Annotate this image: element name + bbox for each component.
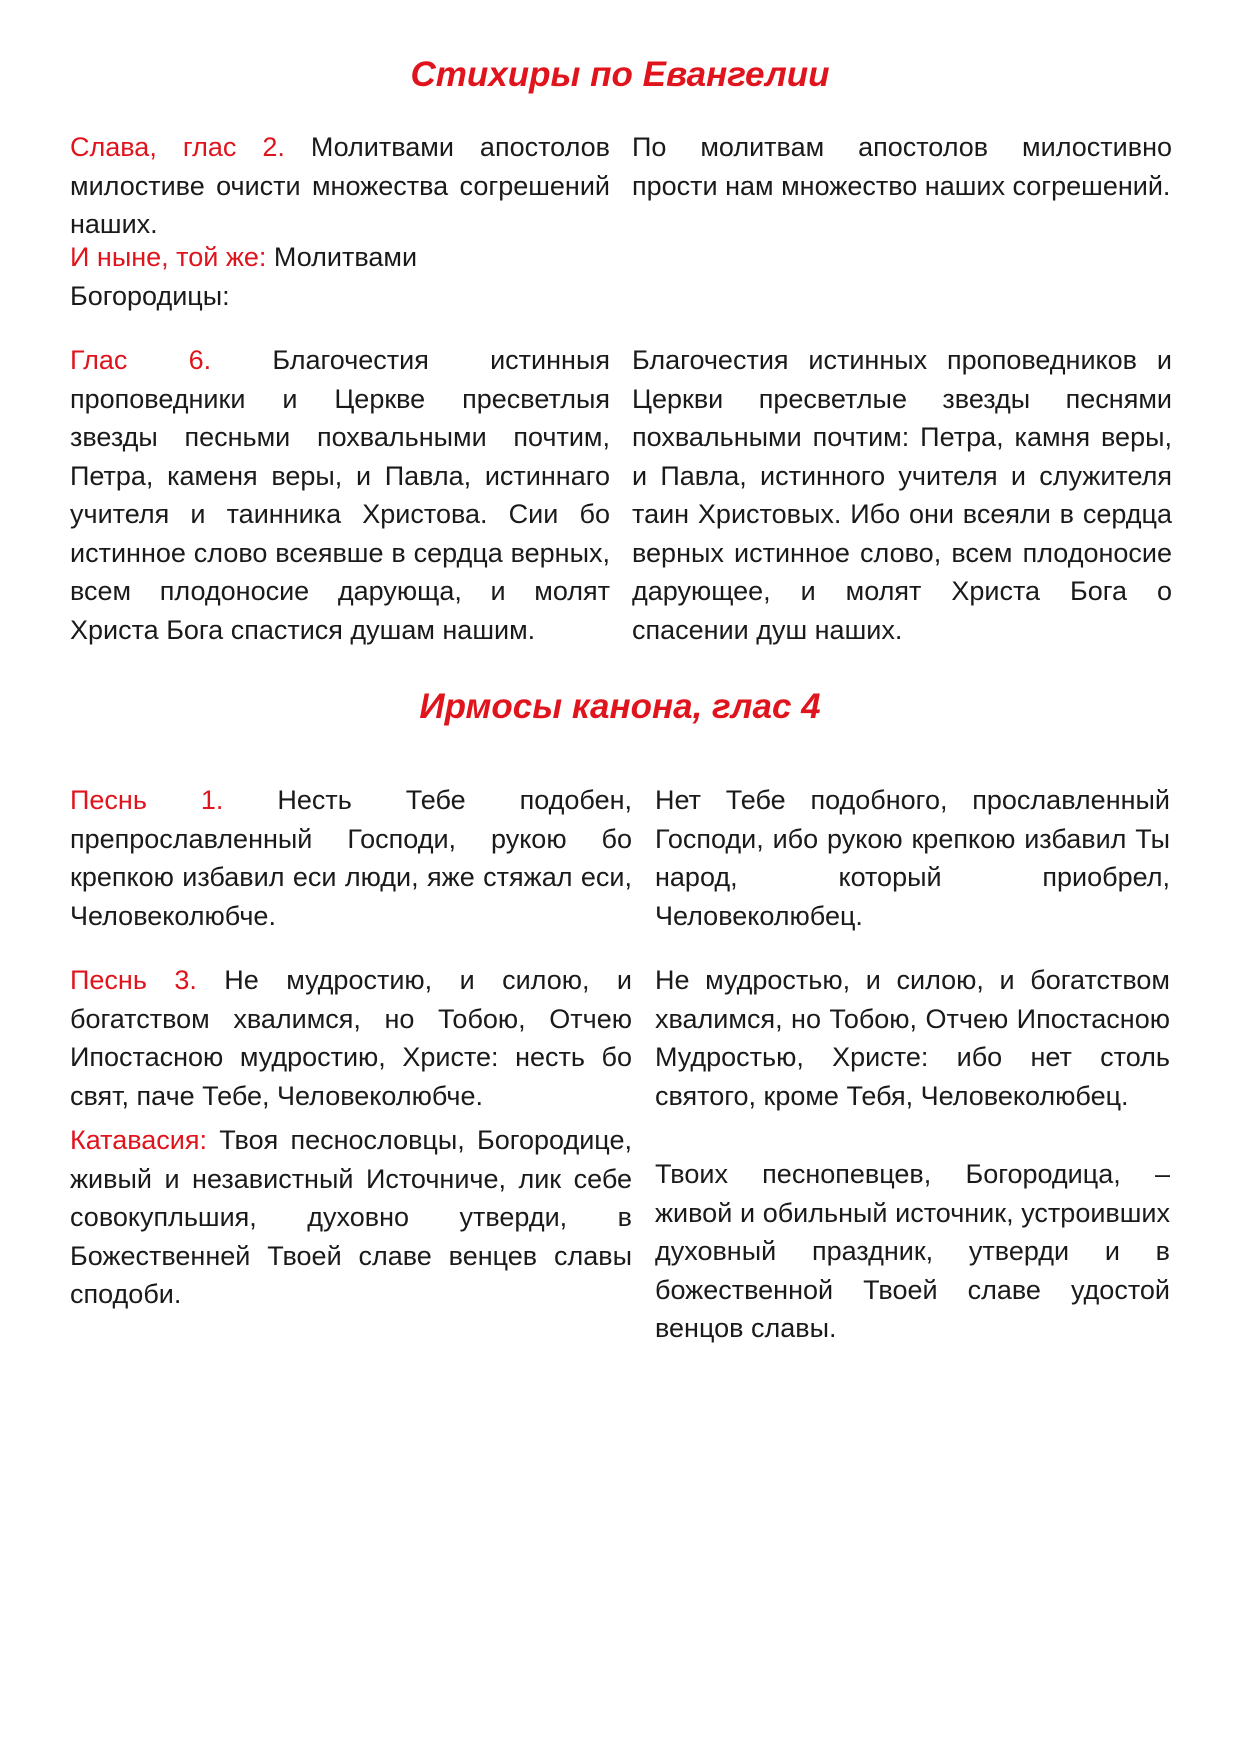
pesn3-text-cs: Не мудростию, и силою, и богатством хвалимся, но Тобою, Отчею Ипостасною мудростию, Христе: несть бо свят, паче Тебе, Человеколюбче. [70, 965, 632, 1111]
katavasia-label: Катавасия: [70, 1125, 207, 1155]
glas6-text-cs: Благочестия истинныя проповедники и Церкве пресветлыя звезды песньми похвальными почтим, Петра, каменя веры, и Павла, истиннаго учителя и таинника Христова. Сии бо истинное слово всеявше в сердца верных, всем плодоносие дарующа, и молят Христа Бога спастися душам нашим. [70, 345, 610, 645]
katavasia-russian: Твоих песнопевцев, Богородица, – живой и обильный источник, устроивших духовный праздник, утверди и в божественной Твоей славе удостой венцов славы. [655, 1159, 1170, 1343]
slava-label: Слава, глас 2. [70, 132, 285, 162]
glas6-label: Глас 6. [70, 345, 212, 375]
glas6-russian: Благочестия истинных проповедников и Церкви пресветлые звезды песнями похвальными почтим: Петра, камня веры, и Павла, истинного учителя и служителя таин Христовых. Ибо они всеяли в сердца верных истинное слово, всем плодоносие дарующее, и молят Христа Бога о спасении душ наших. [632, 345, 1172, 645]
i-nyne-church-slavonic [70, 238, 470, 315]
pesn1-label: Песнь 1. [70, 785, 224, 815]
pesn1-russian: Нет Тебе подобного, прославленный Господи, ибо рукою крепкою избавил Ты народ, который приобрел, Человеколюбец. [655, 785, 1170, 931]
pesn1-text-cs: Несть Тебе подобен, препрославленный Господи, рукою бо крепкою избавил еси люди, яже стяжал еси, Человеколюбче. [70, 785, 632, 931]
katavasia-text-cs: Твоя песнословцы, Богородице, живый и независтный Источниче, лик себе совокупльшия, духовно утверди, в Божественней Твоей славе венцев славы сподоби. [70, 1125, 632, 1309]
section-title-stichera: Стихиры по Евангелии [410, 55, 830, 94]
glas6-church-slavonic [70, 341, 610, 649]
slava-church-slavonic [70, 128, 610, 244]
pesn3-russian: Не мудростью, и силою, и богатством хвалимся, но Тобою, Отчею Ипостасною Мудростью, Христе: ибо нет столь святого, кроме Тебя, Человеколюбец. [655, 965, 1170, 1111]
section-title-irmosy: Ирмосы канона, глас 4 [419, 687, 821, 726]
i-nyne-text-cs: Молитвами Богородицы: [70, 242, 418, 311]
katavasia-church-slavonic [70, 1121, 632, 1314]
pesn3-label: Песнь 3. [70, 965, 197, 995]
slava-russian: По молитвам апостолов милостивно прости нам множество наших согрешений. [632, 132, 1172, 201]
pesn1-church-slavonic [70, 781, 632, 935]
pesn3-church-slavonic [70, 961, 632, 1115]
i-nyne-label: И ныне, той же: [70, 242, 267, 272]
slava-text-cs: Молитвами апостолов милостиве очисти множества согрешений наших. [70, 132, 610, 239]
